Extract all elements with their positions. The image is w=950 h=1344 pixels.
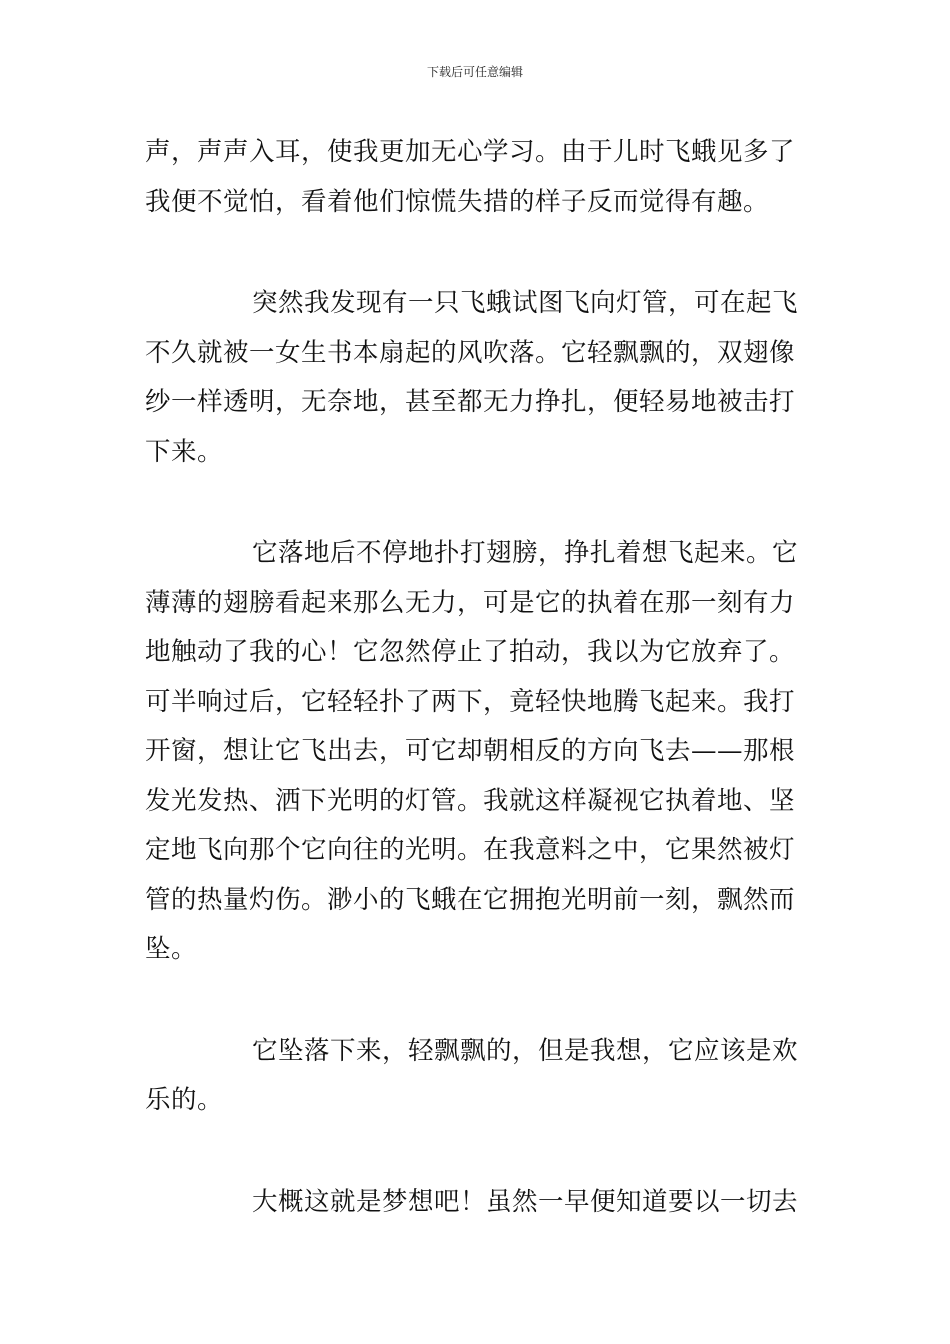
paragraph-5: 大概这就是梦想吧！虽然一早便知道要以一切去 — [252, 1186, 799, 1217]
paragraph-1: 声，声声入耳，使我更加无心学习。由于儿时飞蛾见多了我便不觉怕，看着他们惊慌失措的样子反而觉得有趣。 — [145, 137, 796, 217]
paragraph-3: 它落地后不停地扑打翅膀，挣扎着想飞起来。它薄薄的翅膀看起来那么无力，可是它的执着在那一刻有力地触动了我的心！它忽然停止了拍动，我以为它放弃了。可半响过后，它轻轻扑了两下，竟轻快地腾飞起来。我打开窗，想让它飞出去，可它却朝相反的方向飞去——那根发光发热、洒下光明的灯管。我就这样凝视它执着地、坚定地飞向那个它向往的光明。在我意料之中，它果然被灯管的热量灼伤。渺小的飞蛾在它拥抱光明前一刻，飘然而坠。 — [145, 538, 799, 964]
paragraph-4: 它坠落下来，轻飘飘的，但是我想，它应该是欢乐的。 — [145, 1035, 799, 1115]
document-body — [145, 128, 810, 1279]
page-header: 下载后可任意编辑 — [426, 65, 523, 79]
paragraph-2: 突然我发现有一只飞蛾试图飞向灯管，可在起飞不久就被一女生书本扇起的风吹落。它轻飘飘的，双翅像纱一样透明，无奈地，甚至都无力挣扎，便轻易地被击打下来。 — [145, 288, 799, 467]
